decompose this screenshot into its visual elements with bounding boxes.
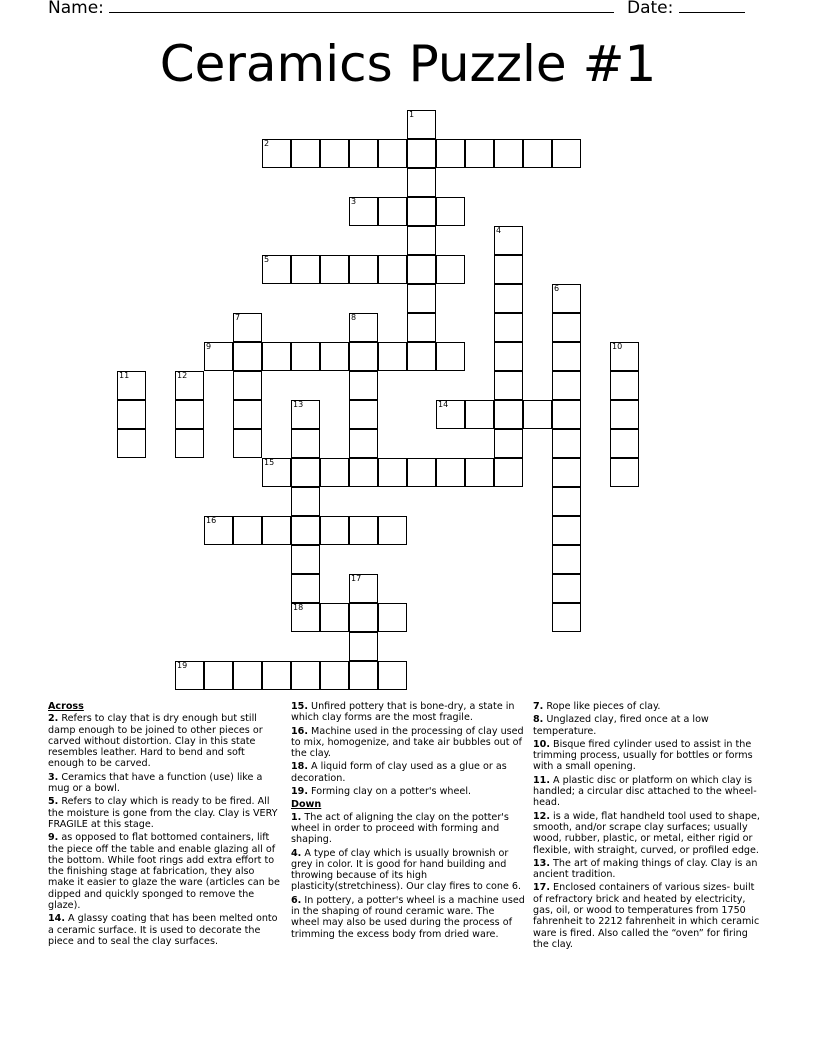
clue-item-text: Machine used in the processing of clay used to mix, homogenize, and take air bubbles out of the clay.: [291, 725, 524, 760]
grid-cell[interactable]: [117, 371, 146, 400]
grid-cell[interactable]: [117, 400, 146, 429]
grid-cell[interactable]: [204, 516, 233, 545]
grid-cell[interactable]: [320, 342, 349, 371]
grid-cell[interactable]: [349, 429, 378, 458]
grid-cell[interactable]: [349, 458, 378, 487]
grid-cell[interactable]: [494, 400, 523, 429]
grid-cell[interactable]: [349, 342, 378, 371]
grid-cell[interactable]: [465, 458, 494, 487]
clue-item: [291, 726, 525, 760]
clue-item: [291, 812, 525, 846]
grid-cell[interactable]: [262, 342, 291, 371]
grid-cell[interactable]: [291, 458, 320, 487]
grid-cell[interactable]: [552, 400, 581, 429]
grid-cell[interactable]: [320, 458, 349, 487]
grid-cell[interactable]: [378, 255, 407, 284]
grid-cell[interactable]: [552, 458, 581, 487]
grid-cell[interactable]: [436, 458, 465, 487]
grid-cell[interactable]: [349, 371, 378, 400]
grid-cell[interactable]: [320, 516, 349, 545]
clue-item: [48, 913, 282, 947]
name-label: Name:: [48, 0, 104, 18]
grid-cell[interactable]: [291, 429, 320, 458]
clue-number: 11: [119, 371, 130, 380]
grid-cell[interactable]: [494, 458, 523, 487]
grid-cell[interactable]: [407, 226, 436, 255]
grid-cell[interactable]: [378, 603, 407, 632]
clue-column-1: [48, 701, 282, 949]
clue-number: 17: [351, 574, 362, 583]
grid-cell[interactable]: [291, 574, 320, 603]
grid-cell[interactable]: [610, 429, 639, 458]
grid-cell[interactable]: [610, 458, 639, 487]
clue-item-number: 9.: [48, 832, 59, 844]
grid-cell[interactable]: [233, 342, 262, 371]
clue-item: [291, 761, 525, 784]
grid-cell[interactable]: [262, 458, 291, 487]
grid-cell[interactable]: [349, 603, 378, 632]
clue-number: 3: [351, 197, 357, 206]
grid-cell[interactable]: [117, 429, 146, 458]
grid-cell[interactable]: [291, 545, 320, 574]
grid-cell[interactable]: [262, 661, 291, 690]
clue-item: [533, 858, 765, 881]
grid-cell[interactable]: [233, 371, 262, 400]
grid-cell[interactable]: [204, 342, 233, 371]
grid-cell[interactable]: [407, 458, 436, 487]
clue-item-text: A liquid form of clay used as a glue or as decoration.: [291, 761, 507, 784]
clue-number: 6: [554, 284, 560, 293]
grid-cell[interactable]: [552, 516, 581, 545]
clue-item-text: Forming clay on a potter's wheel.: [308, 786, 472, 798]
clue-item: [48, 832, 282, 911]
clue-item-number: 19.: [291, 786, 308, 798]
clue-item-number: 8.: [533, 714, 544, 726]
clue-item-text: A glassy coating that has been melted onto a ceramic surface. It is used to decorate the piece and to seal the clay surfaces.: [48, 913, 278, 947]
grid-cell[interactable]: [552, 139, 581, 168]
grid-cell[interactable]: [552, 574, 581, 603]
grid-cell[interactable]: [494, 342, 523, 371]
clue-item-number: 6.: [291, 894, 302, 906]
clue-number: 9: [206, 342, 212, 351]
grid-cell[interactable]: [349, 139, 378, 168]
grid-cell[interactable]: [291, 516, 320, 545]
grid-cell[interactable]: [552, 603, 581, 632]
grid-cell[interactable]: [494, 284, 523, 313]
across-heading: Across: [48, 701, 84, 712]
clue-item-text: is a wide, flat handheld tool used to shape, smooth, and/or scrape clay surfaces; usually wood, rubber, plastic, or metal, either rigid or flexible, with straight, curved, or profiled edge.: [533, 810, 760, 856]
clue-item-number: 11.: [533, 774, 550, 786]
grid-cell[interactable]: [436, 197, 465, 226]
clue-item: [291, 786, 525, 797]
clue-number: 10: [612, 342, 623, 351]
grid-cell[interactable]: [233, 429, 262, 458]
grid-cell[interactable]: [262, 255, 291, 284]
clue-item: [533, 701, 765, 712]
grid-cell[interactable]: [262, 139, 291, 168]
grid-cell[interactable]: [233, 516, 262, 545]
grid-cell[interactable]: [436, 342, 465, 371]
grid-cell[interactable]: [407, 284, 436, 313]
grid-cell[interactable]: [552, 342, 581, 371]
grid-cell[interactable]: [610, 342, 639, 371]
date-label: Date:: [627, 0, 674, 18]
grid-cell[interactable]: [407, 313, 436, 342]
grid-cell[interactable]: [175, 371, 204, 400]
grid-cell[interactable]: [407, 197, 436, 226]
grid-cell[interactable]: [465, 139, 494, 168]
clue-item: [533, 775, 765, 809]
grid-cell[interactable]: [204, 661, 233, 690]
clue-item-text: Refers to clay which is ready to be fired. All the moisture is gone from the clay. Clay is VERY FRAGILE at this stage.: [48, 796, 278, 830]
grid-cell[interactable]: [552, 429, 581, 458]
clue-item: [291, 848, 525, 893]
grid-cell[interactable]: [291, 487, 320, 516]
clue-number: 19: [177, 661, 188, 670]
grid-cell[interactable]: [407, 168, 436, 197]
grid-cell[interactable]: [494, 429, 523, 458]
clue-item-text: Unfired pottery that is bone-dry, a state in which clay forms are the most fragile.: [291, 701, 515, 724]
clue-item-text: Enclosed containers of various sizes- built of refractory brick and heated by electricity, gas, oil, or wood to temperatures from 1750 fahrenheit to 2212 fahrenheit in which ceramic ware is fired. Also called the “oven” for firing the clay.: [533, 882, 760, 950]
grid-cell[interactable]: [378, 661, 407, 690]
grid-cell[interactable]: [291, 255, 320, 284]
clue-item-number: 5.: [48, 796, 59, 808]
grid-cell[interactable]: [320, 139, 349, 168]
grid-cell[interactable]: [552, 545, 581, 574]
grid-cell[interactable]: [291, 603, 320, 632]
clue-item-number: 1.: [291, 811, 302, 823]
clue-item-text: A type of clay which is usually brownish or grey in color. It is good for hand building and throwing because of its high plasticity(stretchiness). Our clay fires to cone 6.: [291, 847, 522, 893]
grid-cell[interactable]: [233, 313, 262, 342]
clue-item-number: 13.: [533, 857, 550, 869]
clue-item: [291, 701, 525, 724]
grid-cell[interactable]: [436, 255, 465, 284]
clue-item-text: Unglazed clay, fired once at a low temperature.: [533, 714, 709, 737]
clue-number: 18: [293, 603, 304, 612]
grid-cell[interactable]: [233, 661, 262, 690]
grid-cell[interactable]: [262, 516, 291, 545]
clue-number: 4: [496, 226, 502, 235]
clue-item-number: 17.: [533, 882, 550, 894]
grid-cell[interactable]: [407, 139, 436, 168]
grid-cell[interactable]: [349, 197, 378, 226]
grid-cell[interactable]: [175, 400, 204, 429]
down-heading: Down: [291, 799, 322, 811]
grid-cell[interactable]: [291, 661, 320, 690]
clue-item: [48, 713, 282, 769]
grid-cell[interactable]: [494, 226, 523, 255]
grid-cell[interactable]: [523, 400, 552, 429]
clue-number: 7: [235, 313, 241, 322]
grid-cell[interactable]: [291, 400, 320, 429]
clue-item-text: The act of aligning the clay on the potter's wheel in order to proceed with forming and shaping.: [291, 811, 509, 846]
clue-number: 8: [351, 313, 357, 322]
clue-item-number: 10.: [533, 738, 550, 750]
puzzle-title: Ceramics Puzzle #1: [159, 35, 657, 93]
clue-item-text: Rope like pieces of clay.: [543, 701, 661, 712]
clue-number: 1: [409, 110, 415, 119]
clue-item-text: The art of making things of clay. Clay is an ancient tradition.: [533, 857, 758, 881]
grid-cell[interactable]: [320, 661, 349, 690]
grid-cell[interactable]: [407, 342, 436, 371]
clue-item: [533, 739, 765, 773]
grid-cell[interactable]: [349, 632, 378, 661]
grid-cell[interactable]: [291, 342, 320, 371]
clue-number: 16: [206, 516, 217, 525]
clue-item-text: A plastic disc or platform on which clay is handled; a circular disc attached to the wheel-head.: [533, 774, 757, 809]
clue-number: 14: [438, 400, 449, 409]
grid-cell[interactable]: [494, 371, 523, 400]
clue-number: 5: [264, 255, 270, 264]
clue-item-text: In pottery, a potter's wheel is a machine used in the shaping of round ceramic ware. The wheel may also be used during the process of trimming the excess body from dried ware.: [291, 894, 525, 940]
clue-item-number: 12.: [533, 810, 550, 822]
grid-cell[interactable]: [378, 516, 407, 545]
grid-cell[interactable]: [494, 255, 523, 284]
grid-cell[interactable]: [407, 255, 436, 284]
grid-cell[interactable]: [465, 400, 494, 429]
grid-cell[interactable]: [349, 313, 378, 342]
clue-item: [533, 714, 765, 737]
clue-item-number: 18.: [291, 761, 308, 773]
grid-cell[interactable]: [349, 574, 378, 603]
clue-item: [533, 811, 765, 856]
clue-item-number: 16.: [291, 725, 308, 737]
clue-item-number: 4.: [291, 847, 302, 859]
clue-item: [291, 895, 525, 940]
grid-cell[interactable]: [349, 400, 378, 429]
clue-item-number: 15.: [291, 701, 308, 712]
grid-cell[interactable]: [610, 400, 639, 429]
clue-item-text: Ceramics that have a function (use) like a mug or a bowl.: [48, 771, 263, 795]
grid-cell[interactable]: [320, 255, 349, 284]
clue-item: [533, 882, 765, 950]
clue-number: 12: [177, 371, 188, 380]
grid-cell[interactable]: [233, 400, 262, 429]
grid-cell[interactable]: [523, 139, 552, 168]
grid-cell[interactable]: [349, 255, 378, 284]
clue-number: 15: [264, 458, 275, 467]
clue-item: [48, 796, 282, 830]
clue-item-text: Refers to clay that is dry enough but still damp enough to be joined to other pieces or carved without distortion. Clay in this state resembles leather. Hard to bend and soft enough to be carved.: [48, 713, 263, 770]
grid-cell[interactable]: [378, 139, 407, 168]
grid-cell[interactable]: [378, 458, 407, 487]
grid-cell[interactable]: [378, 342, 407, 371]
clue-item-number: 7.: [533, 701, 544, 712]
clue-item-number: 3.: [48, 771, 59, 783]
grid-cell[interactable]: [552, 487, 581, 516]
clue-item: [48, 772, 282, 795]
grid-cell[interactable]: [175, 661, 204, 690]
grid-cell[interactable]: [175, 429, 204, 458]
grid-cell[interactable]: [407, 110, 436, 139]
grid-cell[interactable]: [494, 139, 523, 168]
clue-column-3: [533, 701, 765, 952]
grid-cell[interactable]: [436, 139, 465, 168]
grid-cell[interactable]: [320, 603, 349, 632]
clue-number: 13: [293, 400, 304, 409]
grid-cell[interactable]: [494, 313, 523, 342]
grid-cell[interactable]: [552, 371, 581, 400]
clue-item-text: as opposed to flat bottomed containers, lift the piece off the table and enable glazing all of the bottom. While foot rings add extra effort to the finishing stage at fabrication, they also make it easier to glaze the ware (articles can be dipped and quickly sponged to remove the glaze).: [48, 832, 280, 912]
grid-cell[interactable]: [610, 371, 639, 400]
clue-item-number: 2.: [48, 713, 59, 725]
grid-cell[interactable]: [436, 400, 465, 429]
grid-cell[interactable]: [552, 313, 581, 342]
clue-column-2: [291, 701, 525, 942]
grid-cell[interactable]: [552, 284, 581, 313]
grid-cell[interactable]: [349, 516, 378, 545]
grid-cell[interactable]: [291, 139, 320, 168]
grid-cell[interactable]: [349, 661, 378, 690]
clue-item-number: 14.: [48, 913, 65, 925]
grid-cell[interactable]: [378, 197, 407, 226]
clue-item-text: Bisque fired cylinder used to assist in the trimming process, usually for bottles or forms with a small opening.: [533, 738, 753, 773]
clue-number: 2: [264, 139, 270, 148]
